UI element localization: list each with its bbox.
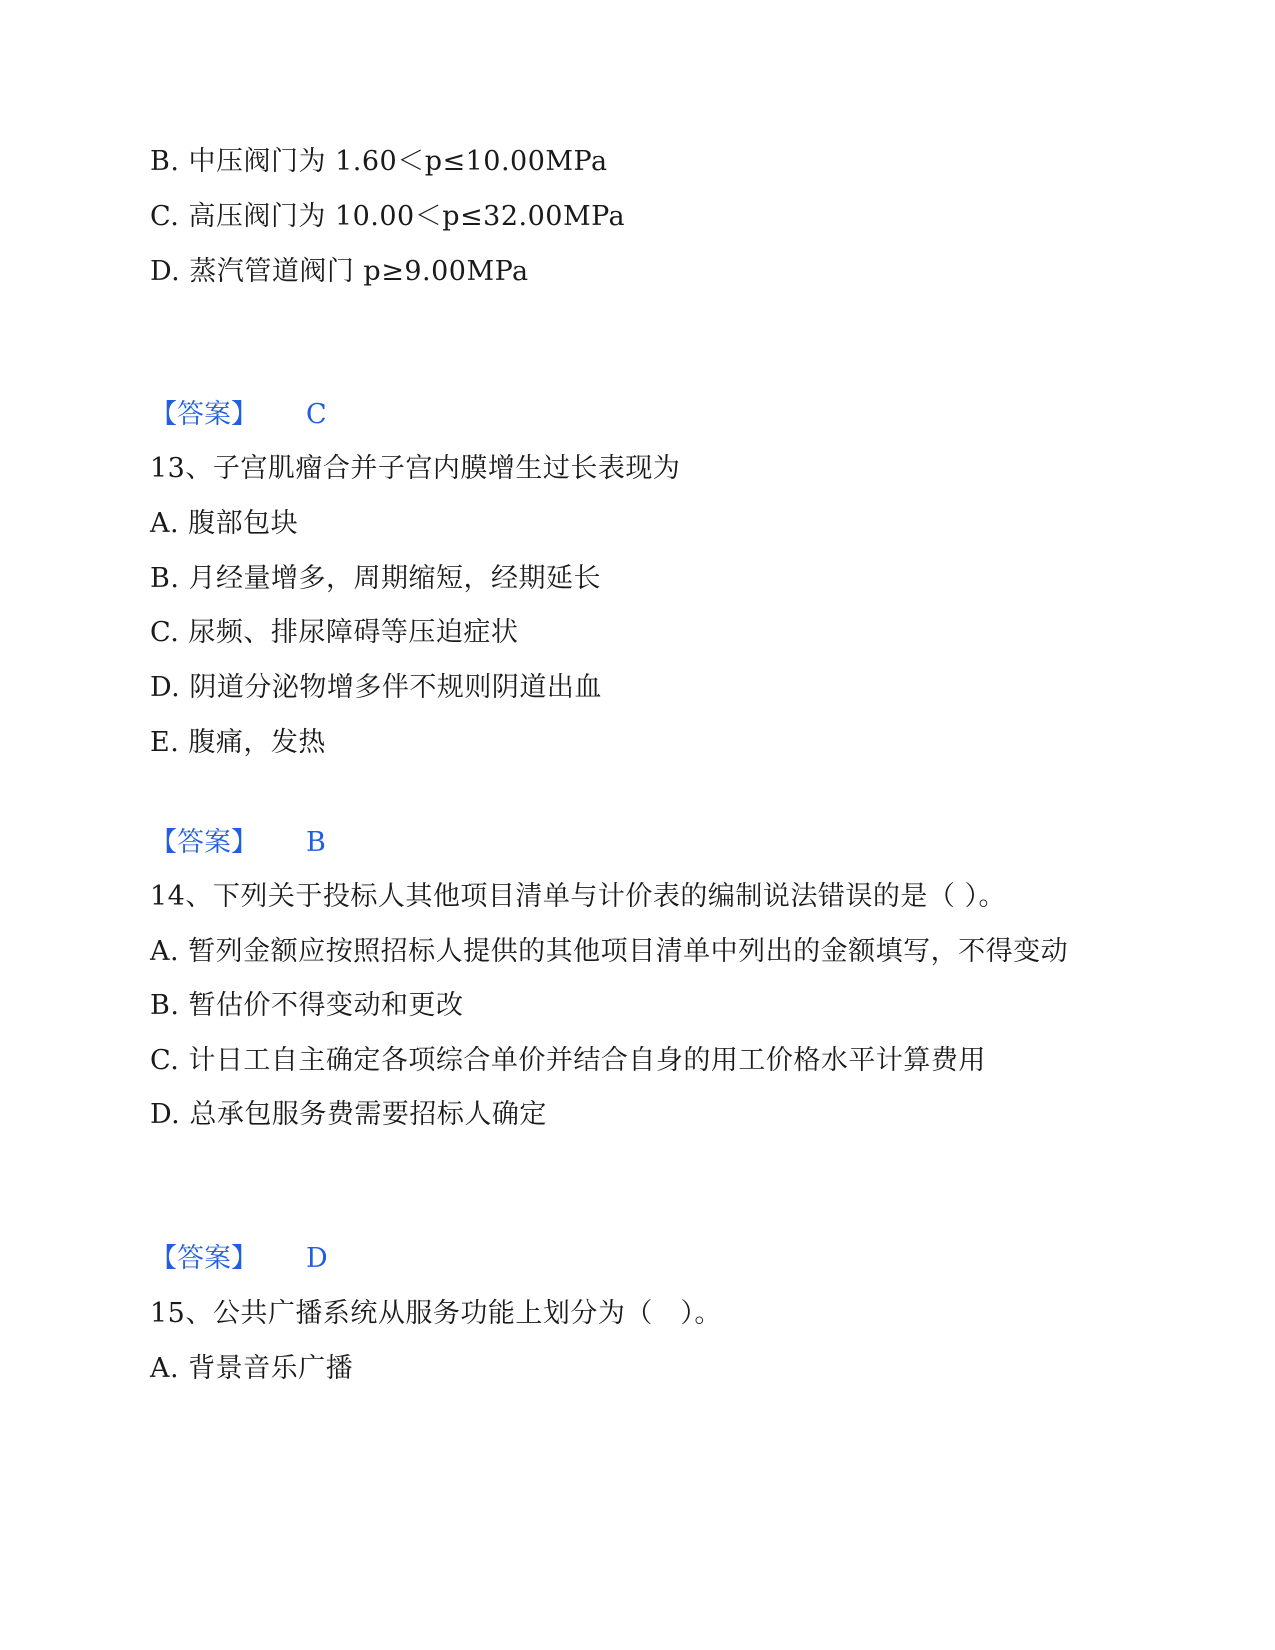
answer-letter: B	[306, 827, 326, 858]
q14-option-a: A. 暂列金额应按照招标人提供的其他项目清单中列出的金额填写，不得变动	[150, 936, 1069, 967]
answer-label: 【答案】	[150, 399, 258, 430]
q14-option-d: D. 总承包服务费需要招标人确定	[150, 1099, 547, 1130]
option-d-steam-valve: D. 蒸汽管道阀门 p≥9.00MPa	[150, 256, 529, 287]
q14-option-b: B. 暂估价不得变动和更改	[150, 990, 464, 1021]
option-b-medium-pressure: B. 中压阀门为 1.60＜p≤10.00MPa	[150, 146, 608, 177]
answer-label: 【答案】	[150, 1243, 258, 1274]
q13-option-d: D. 阴道分泌物增多伴不规则阴道出血	[150, 672, 602, 703]
answer-letter: D	[306, 1243, 328, 1274]
q13-option-a: A. 腹部包块	[150, 508, 299, 539]
question-13: 13、子宫肌瘤合并子宫内膜增生过长表现为	[150, 453, 681, 484]
question-14: 14、下列关于投标人其他项目清单与计价表的编制说法错误的是（ ）。	[150, 881, 1006, 912]
q13-option-c: C. 尿频、排尿障碍等压迫症状	[150, 617, 519, 648]
q15-option-a: A. 背景音乐广播	[150, 1353, 354, 1384]
answer-label: 【答案】	[150, 827, 258, 858]
option-c-high-pressure: C. 高压阀门为 10.00＜p≤32.00MPa	[150, 201, 626, 232]
answer-letter: C	[306, 399, 327, 430]
answer-row-13	[150, 826, 326, 860]
q13-option-b: B. 月经量增多，周期缩短，经期延长	[150, 563, 602, 594]
answer-row-12	[150, 398, 327, 432]
answer-row-14	[150, 1242, 328, 1276]
q13-option-e: E. 腹痛，发热	[150, 727, 326, 758]
q14-option-c: C. 计日工自主确定各项综合单价并结合自身的用工价格水平计算费用	[150, 1045, 986, 1076]
question-15: 15、公共广播系统从服务功能上划分为（ ）。	[150, 1298, 722, 1329]
